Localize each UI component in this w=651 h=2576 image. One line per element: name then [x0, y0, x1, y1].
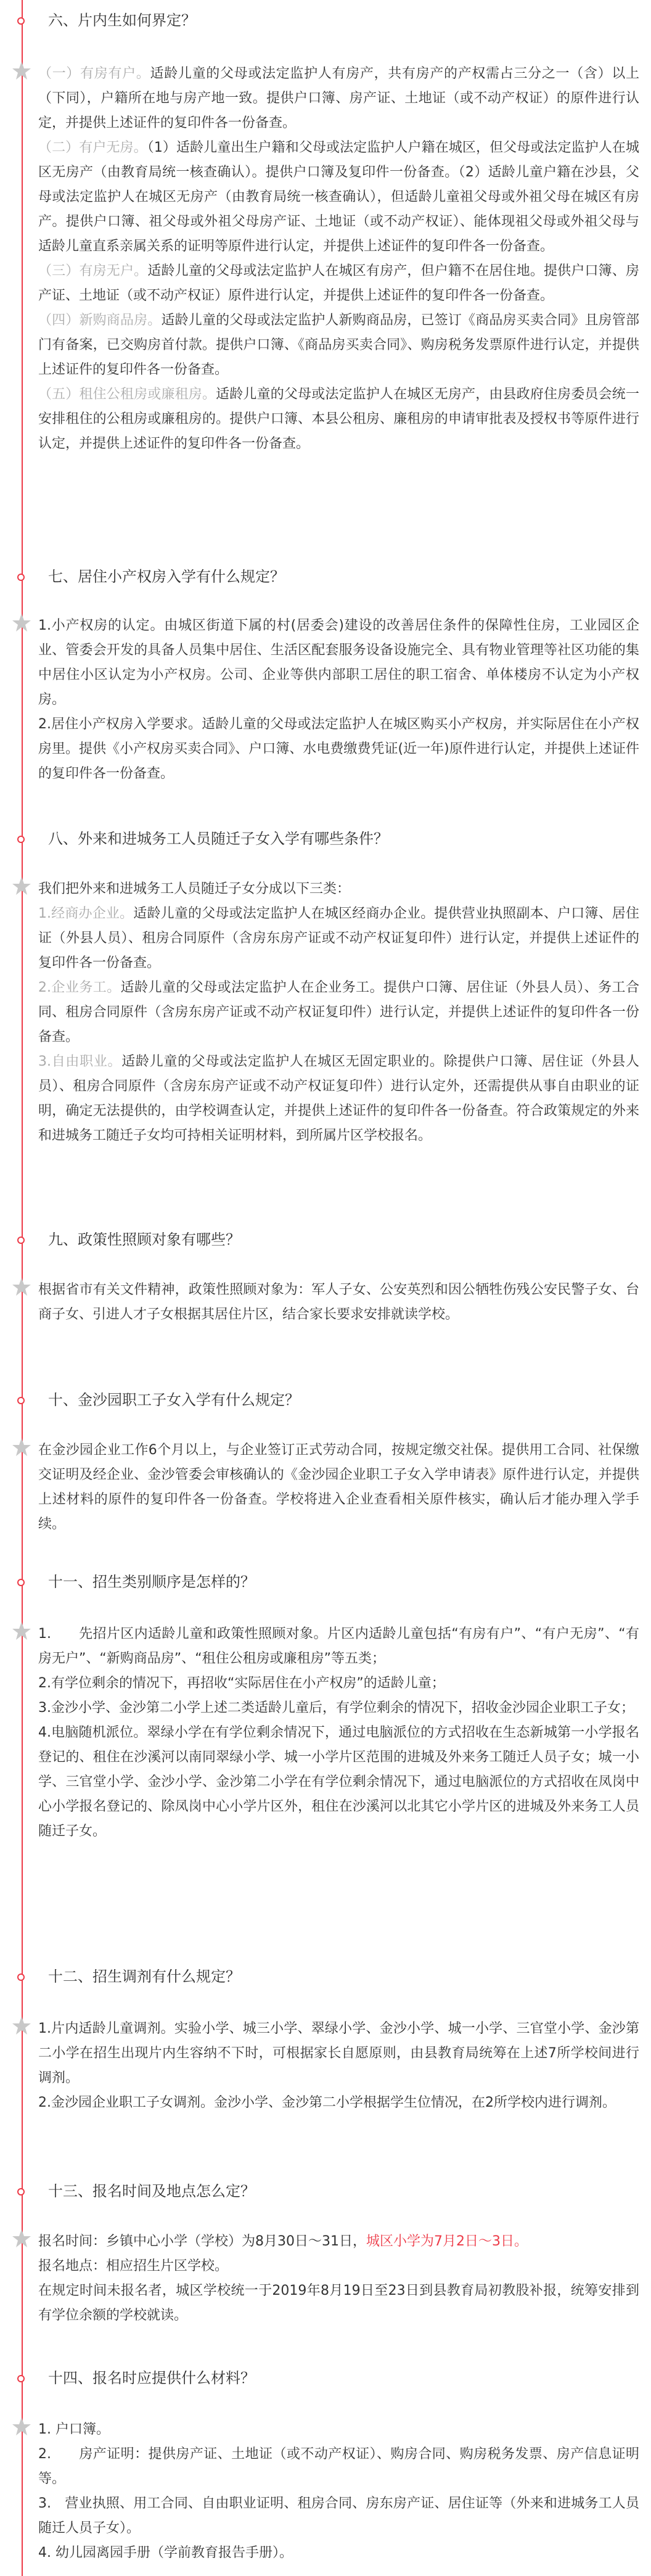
highlight-text: 城区小学为7月2日～3日。	[366, 2234, 528, 2249]
paragraph	[38, 902, 639, 976]
section-body	[38, 877, 639, 1148]
paragraph: 在规定时间未报名者，城区学校统一于2019年8月19日至23日到县教育局初教股补报，统筹安排到有学位余额的学校就读。	[38, 2283, 639, 2323]
item-text: 报名时间：乡镇中心小学（学校）为8月30日～31日，	[38, 2234, 366, 2249]
section-heading: 十三、报名时间及地点怎么定？	[48, 2183, 255, 2200]
paragraph: 报名地点：相应招生片区学校。	[38, 2258, 229, 2274]
paragraph	[38, 382, 639, 456]
item-label: （五）租住公租房或廉租房。	[38, 387, 216, 402]
paragraph: 1. 户口簿。	[38, 2422, 110, 2437]
item-text: 适龄儿童的父母或法定监护人在城区有房产，但户籍不在居住地。提供户口簿、房产证、土地证（或不动产权证）原件进行认定，并提供上述证件的复印件各一份备查。	[38, 263, 639, 303]
section-heading: 十四、报名时应提供什么材料？	[48, 2369, 255, 2387]
section-body	[38, 614, 639, 786]
circle-dot-icon	[17, 1237, 25, 1244]
section-body	[38, 1438, 639, 1537]
paragraph: 在金沙园企业工作6个月以上，与企业签订正式劳动合同，按规定缴交社保。提供用工合同、社保缴交证明及经企业、金沙管委会审核确认的《金沙园企业职工子女入学申请表》原件进行认定，并提供上述材料的原件的复印件各一份备查。学校将进入企业查看相关原件核实，确认后才能办理入学手续。	[38, 1442, 639, 1532]
paragraph: 我们把外来和进城务工人员随迁子女分成以下三类：	[38, 881, 351, 897]
section-heading: 十二、招生调剂有什么规定？	[48, 1968, 240, 1985]
paragraph	[38, 976, 639, 1050]
section-heading: 九、政策性照顾对象有哪些？	[48, 1231, 240, 1248]
paragraph	[38, 1050, 639, 1148]
item-text: 适龄儿童的父母或法定监护人在企业务工。提供户口簿、居住证（外县人员）、务工合同、租房合同原件（含房东房产证或不动产权证复印件）进行认定，并提供上述证件的复印件各一份备查。	[38, 980, 639, 1045]
paragraph: 2.居住小产权房入学要求。适龄儿童的父母或法定监护人在城区购买小产权房，并实际居住在小产权房里。提供《小产权房买卖合同》、户口簿、水电费缴费凭证(近一年)原件进行认定，并提供上述证件的复印件各一份备查。	[38, 717, 639, 781]
section-heading: 八、外来和进城务工人员随迁子女入学有哪些条件？	[48, 830, 388, 847]
circle-dot-icon	[17, 836, 25, 843]
item-label: （二）有户无房。	[38, 140, 147, 155]
item-label: 2.企业务工。	[38, 980, 121, 995]
section-body	[38, 1622, 639, 1844]
item-label: （一）有房有户。	[38, 66, 150, 81]
section-heading: 十、金沙园职工子女入学有什么规定？	[48, 1391, 300, 1409]
star-icon	[11, 2228, 32, 2249]
section-heading: 七、居住小产权房入学有什么规定？	[48, 568, 285, 585]
paragraph: 4. 幼儿园离园手册（学前教育报告手册）。	[38, 2545, 293, 2561]
paragraph: 3.金沙小学、金沙第二小学上述二类适龄儿童后，有学位剩余的情况下，招收金沙园企业职工子女；	[38, 1700, 634, 1716]
star-icon	[11, 1437, 32, 1458]
section-body	[38, 2418, 639, 2566]
paragraph	[38, 2229, 639, 2254]
paragraph: 根据省市有关文件精神，政策性照顾对象为：军人子女、公安英烈和因公牺牲伤残公安民警子女、台商子女、引进人才子女根据其居住片区，结合家长要求安排就读学校。	[38, 1282, 639, 1322]
circle-dot-icon	[17, 2188, 25, 2195]
paragraph	[38, 62, 639, 136]
item-text: （1）适龄儿童出生户籍和父母或法定监护人户籍在城区，但父母或法定监护人在城区无房产（由教育局统一核查确认）。提供户口簿及复印件一份备查。（2）适龄儿童户籍在沙县，父母或法定监护人在城区无房产（由教育局统一核查确认），但适龄儿童祖父母或外祖父母在城区有房产。提供户口簿、祖父母或外祖父母房产证、土地证（或不动产权证）、能体现祖父母或外祖父母与适龄儿童直系亲属关系的证明等原件进行认定，并提供上述证件的复印件各一份备查。	[38, 140, 639, 254]
item-label: 3.自由职业。	[38, 1054, 122, 1069]
item-label: 1.经商办企业。	[38, 906, 134, 921]
section-heading: 六、片内生如何界定？	[48, 12, 196, 29]
paragraph: 1.小产权房的认定。由城区街道下属的村(居委会)建设的改善居住条件的保障性住房，工业园区企业、管委会开发的具备人员集中居住、生活区配套服务设备设施完全、具有物业管理等社区功能的集中居住小区认定为小产权房。公司、企业等供内部职工居住的职工宿舍、单体楼房不认定为小产权房。	[38, 618, 639, 707]
circle-dot-icon	[17, 1579, 25, 1586]
paragraph	[38, 136, 639, 259]
paragraph: 4.电脑随机派位。翠绿小学在有学位剩余情况下，通过电脑派位的方式招收在生态新城第一小学报名登记的、租住在沙溪河以南同翠绿小学、城一小学片区范围的进城及外来务工随迁人员子女；城一小学、三官堂小学、金沙小学、金沙第二小学在有学位剩余情况下，通过电脑派位的方式招收在凤岗中心小学报名登记的、除凤岗中心小学片区外，租住在沙溪河以北其它小学片区的进城及外来务工人员随迁子女。	[38, 1725, 639, 1839]
star-icon	[11, 2416, 32, 2437]
star-icon	[11, 1277, 32, 1298]
item-label: （四）新购商品房。	[38, 313, 162, 328]
circle-dot-icon	[17, 1973, 25, 1981]
paragraph	[38, 308, 639, 382]
circle-dot-icon	[17, 17, 25, 25]
item-text: 适龄儿童的父母或法定监护人在城区无房产，由县政府住房委员会统一安排租住的公租房或廉租房的。提供户口簿、本县公租房、廉租房的申请审批表及授权书等原件进行认定，并提供上述证件的复印件各一份备查。	[38, 387, 639, 451]
paragraph: 3. 营业执照、用工合同、自由职业证明、租房合同、房东房产证、居住证等（外来和进城务工人员随迁人员子女）。	[38, 2496, 639, 2536]
paragraph: 2. 房产证明：提供房产证、土地证（或不动产权证）、购房合同、购房税务发票、房产信息证明等。	[38, 2446, 639, 2487]
item-text: 适龄儿童的父母或法定监护人新购商品房，已签订《商品房买卖合同》且房管部门有备案，已交购房首付款。提供户口簿、《商品房买卖合同》、购房税务发票原件进行认定，并提供上述证件的复印件各一份备查。	[38, 313, 639, 377]
item-text: 适龄儿童的父母或法定监护人在城区无固定职业的。除提供户口簿、居住证（外县人员）、租房合同原件（含房东房产证或不动产权证复印件）进行认定外，还需提供从事自由职业的证明，确定无法提供的，由学校调查认定，并提供上述证件的复印件各一份备查。符合政策规定的外来和进城务工随迁子女均可持相关证明材料，到所属片区学校报名。	[38, 1054, 639, 1143]
circle-dot-icon	[17, 2375, 25, 2382]
section-body	[38, 1278, 639, 1327]
circle-dot-icon	[17, 1397, 25, 1404]
section-body	[38, 2229, 639, 2328]
paragraph: 2.金沙园企业职工子女调剂。金沙小学、金沙第二小学根据学生位情况，在2所学校内进行调剂。	[38, 2095, 616, 2110]
item-label: （三）有房无户。	[38, 263, 148, 279]
paragraph: 1. 先招片区内适龄儿童和政策性照顾对象。片区内适龄儿童包括“有房有户”、“有户无房”、“有房无户”、“新购商品房”、“租住公租房或廉租房”等五类；	[38, 1626, 639, 1666]
item-text: 适龄儿童的父母或法定监护人在城区经商办企业。提供营业执照副本、户口簿、居住证（外县人员）、租房合同原件（含房东房产证或不动产权证复印件）进行认定，并提供上述证件的复印件各一份备查。	[38, 906, 639, 971]
section-body	[38, 2017, 639, 2115]
section-body	[38, 62, 639, 456]
star-icon	[11, 1621, 32, 1642]
star-icon	[11, 876, 32, 897]
item-text: 适龄儿童的父母或法定监护人有房产，共有房产的产权需占三分之一（含）以上（下同），户籍所在地与房产地一致。提供户口簿、房产证、土地证（或不动产权证）的原件进行认定，并提供上述证件的复印件各一份备查。	[38, 66, 639, 131]
circle-dot-icon	[17, 574, 25, 581]
paragraph: 1.片内适龄儿童调剂。实验小学、城三小学、翠绿小学、金沙小学、城一小学、三官堂小学、金沙第二小学在招生出现片内生容纳不下时，可根据家长自愿原则，由县教育局统筹在上述7所学校间进行调剂。	[38, 2021, 639, 2086]
section-heading: 十一、招生类别顺序是怎样的？	[48, 1573, 255, 1590]
star-icon	[11, 612, 32, 633]
star-icon	[11, 2015, 32, 2036]
paragraph	[38, 259, 639, 308]
paragraph: 2.有学位剩余的情况下，再招收“实际居住在小产权房”的适龄儿童；	[38, 1676, 445, 1691]
star-icon	[11, 60, 32, 81]
